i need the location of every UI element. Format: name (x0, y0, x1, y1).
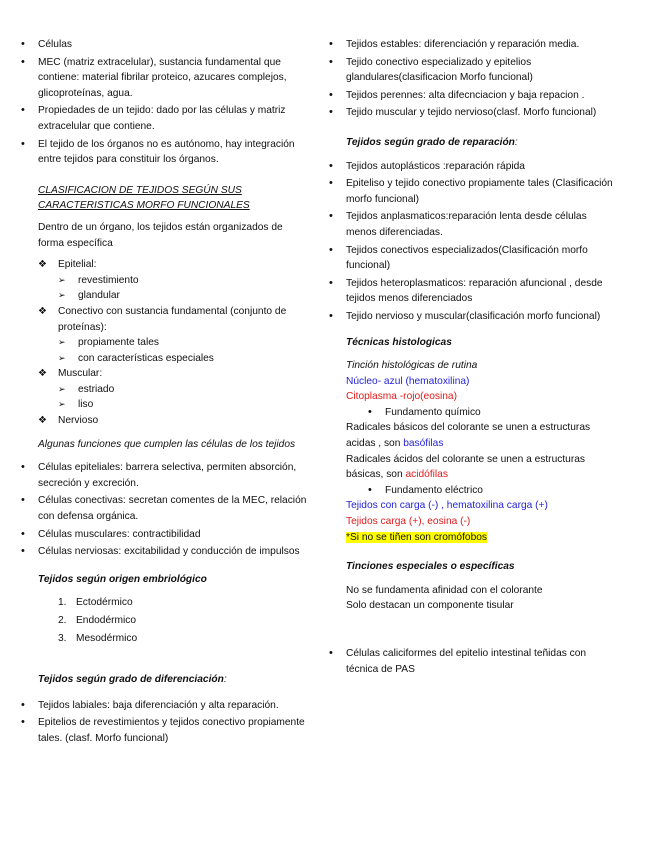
subtype-list (58, 273, 308, 304)
list-item: • Tejido muscular y tejido nervioso(clasf. Morfo funcional) (346, 105, 614, 121)
negative-charge-line: Tejidos con carga (-) , hematoxilina carga (+) (346, 500, 548, 512)
subtype-label: liso (78, 399, 94, 411)
arrow-bullet-icon: ➢ (58, 383, 66, 394)
list-item: • MEC (matriz extracelular), sustancia fundamental que contiene: material fibrilar proteico, azucares complejos, glicoproteínas, agua. (38, 55, 308, 102)
list-item: • Células epiteliales: barrera selectiva, permiten absorción, secreción y excreción. (38, 460, 308, 491)
staining-heading: Tinción histológicas de rutina (346, 360, 478, 372)
basophils-term: basófilas (403, 438, 444, 450)
differentiation-heading-line (38, 672, 308, 688)
subtype-label: glandular (78, 290, 120, 302)
list-item: • Epiteliso y tejido conectivo propiamente tales (Clasificación morfo funcional) (346, 176, 614, 207)
arrow-bullet-icon: ➢ (58, 399, 66, 410)
list-item: • Fundamento químico (385, 405, 614, 421)
list-number: 2. (58, 615, 67, 626)
special-line-1: No se fundamenta afinidad con el colorante (346, 584, 543, 596)
list-item: • Tejidos estables: diferenciación y reparación media. (346, 37, 614, 53)
positive-charge-line: Tejidos carga (+), eosina (-) (346, 516, 471, 528)
functions-heading: Algunas funciones que cumplen las células de los tejidos (38, 438, 296, 450)
list-item: • Tejidos labiales: baja diferenciación y alta reparación. (38, 698, 308, 714)
list-item: • Tejidos heteroplasmaticos: reparación afuncional , desde tejidos menos diferenciados (346, 276, 614, 307)
list-item: • Células (38, 37, 308, 53)
tissue-type-nervioso (38, 413, 308, 429)
list-item: • Tejidos anplasmaticos:reparación lenta desde células menos diferenciadas. (346, 209, 614, 240)
chemical-list (346, 405, 614, 421)
diamond-bullet-icon: ❖ (38, 259, 47, 271)
tissue-type-epitelial (38, 257, 308, 304)
list-item: • Tejido conectivo especializado y epitelios glandulares(clasificacion Morfo funcional) (346, 55, 614, 86)
repair-list (346, 159, 614, 325)
list-item: • Tejidos conectivos especializados(Clasificación morfo funcional) (346, 243, 614, 274)
intro-list (38, 37, 308, 168)
diamond-bullet-icon: ❖ (38, 415, 47, 427)
differentiation-list (38, 698, 308, 747)
list-item: • Epitelios de revestimientos y tejidos conectivo propiamente tales. (clasf. Morfo funcional) (38, 715, 308, 746)
list-item (58, 397, 308, 413)
subtype-label: estriado (78, 383, 115, 395)
arrow-bullet-icon: ➢ (58, 290, 66, 301)
list-text: Ectodérmico (76, 597, 133, 609)
list-item: • El tejido de los órganos no es autónomo, hay integración entre tejidos para constituir los órganos. (38, 137, 308, 168)
basic-radicals-text: Radicales básicos del colorante se unen a estructuras acidas , son (346, 422, 591, 450)
tissue-type-conectivo (38, 304, 308, 366)
special-heading: Tinciones especiales o específicas (346, 561, 515, 573)
acid-radicals-line (346, 452, 614, 483)
tissue-type-label: Conectivo con sustancia fundamental (conjunto de proteínas): (58, 305, 287, 333)
list-item (58, 595, 308, 611)
list-item: • Tejidos perennes: alta difecnciacion y baja repacion . (346, 88, 614, 104)
origin-list (38, 595, 308, 646)
list-number: 1. (58, 597, 67, 609)
subtype-list (58, 335, 308, 366)
tissue-type-label: Muscular: (58, 368, 103, 380)
list-text: Endodérmico (76, 615, 137, 626)
functions-list (38, 460, 308, 560)
list-item (58, 631, 308, 647)
acidophils-term: acidófilas (405, 469, 448, 481)
acid-radicals-text: Radicales ácidos del colorante se unen a estructuras básicas, son (346, 453, 585, 481)
heading-colon: : (223, 674, 227, 686)
list-item (58, 351, 308, 367)
left-column (38, 37, 308, 749)
list-item: • Células nerviosas: excitabilidad y conducción de impulsos (38, 544, 308, 560)
subtype-label: revestimiento (78, 274, 139, 286)
right-column (346, 37, 614, 679)
list-item: • Células conectivas: secretan comentes de la MEC, relación con defensa orgánica. (38, 493, 308, 524)
repair-heading: Tejidos según grado de reparación (346, 136, 515, 148)
diamond-bullet-icon: ❖ (38, 368, 47, 380)
techniques-heading: Técnicas histologicas (346, 336, 452, 348)
list-item: • Células musculares: contractibilidad (38, 527, 308, 543)
goblet-list (346, 646, 614, 677)
special-line-2: Solo destacan un componente tisular (346, 600, 514, 612)
list-item: • Fundamento eléctrico (385, 483, 614, 499)
list-item (58, 288, 308, 304)
list-item (58, 273, 308, 289)
subtype-list (58, 382, 308, 413)
arrow-bullet-icon: ➢ (58, 274, 66, 285)
origin-heading: Tejidos según origen embriológico (38, 573, 207, 585)
chromophobes-line (346, 530, 614, 546)
chromophobes-note: *Si no se tiñen son cromófobos (346, 531, 488, 543)
list-item (58, 382, 308, 398)
tissue-type-label: Nervioso (58, 415, 99, 427)
arrow-bullet-icon: ➢ (58, 337, 66, 348)
list-item: • Propiedades de un tejido: dado por las células y matriz extracelular que contiene. (38, 103, 308, 134)
classification-heading: CLASIFICACION DE TEJIDOS SEGÚN SUS CARACTERISTICAS MORFO FUNCIONALES (38, 184, 250, 212)
heading-colon: : (514, 136, 518, 148)
subtype-label: propiamente tales (78, 337, 159, 349)
list-item: • Células caliciformes del epitelio intestinal teñidas con técnica de PAS (346, 646, 614, 677)
list-text: Mesodérmico (76, 632, 138, 644)
repair-heading-line (346, 135, 614, 151)
differentiation-cont-list (346, 37, 614, 121)
tissue-type-label: Epitelial: (58, 259, 97, 271)
nucleus-line: Núcleo- azul (hematoxilina) (346, 375, 470, 387)
list-item (58, 335, 308, 351)
electric-list (346, 483, 614, 499)
subtype-label: con características especiales (78, 352, 214, 364)
tissue-type-muscular (38, 366, 308, 413)
list-item (58, 613, 308, 629)
tissue-types-list (38, 257, 308, 429)
list-number: 3. (58, 632, 67, 644)
list-item: • Tejidos autoplásticos :reparación rápida (346, 159, 614, 175)
classification-intro: Dentro de un órgano, los tejidos están organizados de forma específica (38, 221, 283, 249)
list-item: • Tejido nervioso y muscular(clasificación morfo funcional) (346, 309, 614, 325)
cytoplasm-line: Citoplasma -rojo(eosina) (346, 391, 457, 403)
differentiation-heading: Tejidos según grado de diferenciación (38, 674, 224, 686)
basic-radicals-line (346, 420, 614, 451)
diamond-bullet-icon: ❖ (38, 305, 47, 317)
arrow-bullet-icon: ➢ (58, 352, 66, 363)
